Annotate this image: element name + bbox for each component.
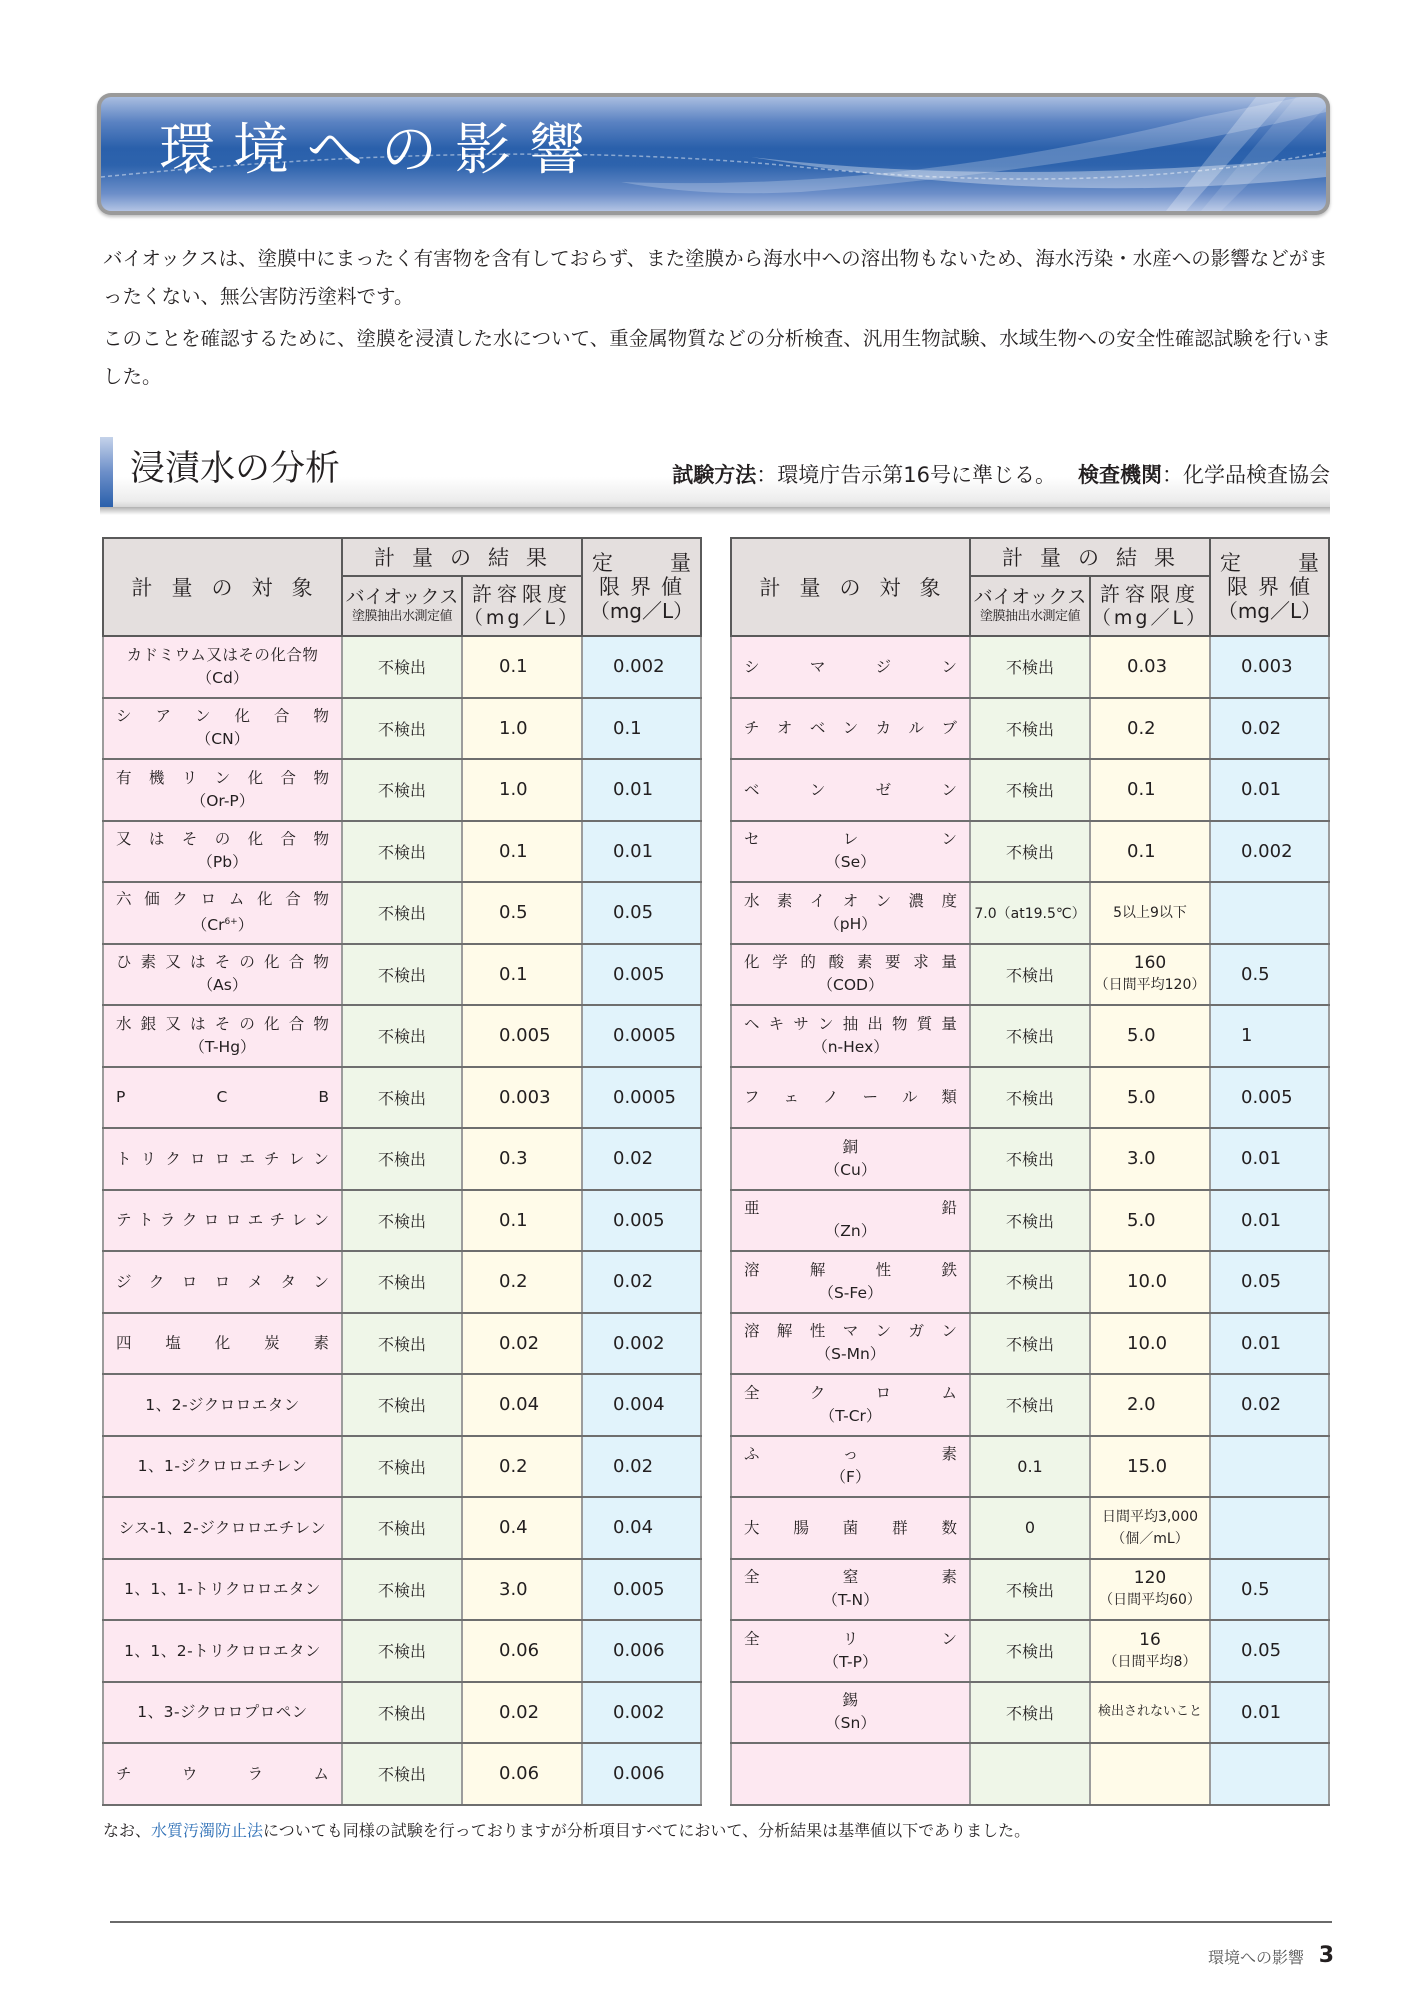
target-formula: （S-Fe） — [818, 1283, 883, 1302]
cell-allowable-limit: 1.0 — [462, 759, 582, 821]
footnote: なお、水質汚濁防止法についても同様の試験を行っておりますが分析項目すべてにおいて、分析結果は基準値以下でありました。 — [103, 1821, 1031, 1840]
cell-quantitation-limit: 0.04 — [582, 1497, 701, 1559]
cell-bioxx-value: 不検出 — [970, 1067, 1090, 1129]
cell-bioxx-value: 不検出 — [970, 944, 1090, 1006]
water-pollution-law-link[interactable]: 水質汚濁防止法 — [151, 1821, 264, 1840]
column-header-allowable: 許容限度 （mg／L） — [462, 576, 582, 636]
cell-target — [103, 1313, 342, 1375]
cell-quantitation-limit: 0.05 — [582, 882, 701, 944]
table-row — [731, 944, 1329, 1006]
section-underline — [100, 507, 1330, 515]
cell-quantitation-limit — [1210, 1743, 1329, 1805]
footer-section-label: 環境への影響 — [1207, 1948, 1304, 1967]
cell-bioxx-value: 不検出 — [970, 698, 1090, 760]
target-name: シ マ ジ ン — [744, 657, 957, 676]
cell-target — [731, 1620, 970, 1682]
cell-bioxx-value: 不検出 — [342, 1559, 462, 1621]
cell-allowable-limit: 0.2 — [1090, 698, 1210, 760]
table-row — [731, 1743, 1329, 1805]
cell-target — [103, 1620, 342, 1682]
target-name: 水 銀 又 は そ の 化 合 物 — [116, 1014, 329, 1033]
table-row — [103, 1251, 701, 1313]
target-name: 亜 鉛 — [744, 1199, 957, 1218]
cell-quantitation-limit: 0.002 — [582, 1682, 701, 1744]
cell-target — [731, 1251, 970, 1313]
page-banner — [97, 93, 1330, 215]
cell-bioxx-value: 不検出 — [970, 1559, 1090, 1621]
target-name: 錫 — [842, 1691, 859, 1710]
cell-bioxx-value: 不検出 — [970, 821, 1090, 883]
target-name: テ ト ラ ク ロ ロ エ チ レ ン — [116, 1211, 329, 1230]
section-meta — [672, 455, 1330, 495]
section-title: 浸漬水の分析 — [130, 449, 341, 489]
target-formula: （As） — [197, 976, 248, 995]
cell-allowable-limit: 160 （日間平均120） — [1090, 944, 1210, 1006]
cell-bioxx-value: 不検出 — [342, 1682, 462, 1744]
target-name: 1、2-ジクロロエタン — [145, 1395, 300, 1414]
cell-allowable-limit: 10.0 — [1090, 1251, 1210, 1313]
cell-allowable-limit: 5.0 — [1090, 1190, 1210, 1252]
target-formula: （Pb） — [197, 853, 248, 872]
cell-bioxx-value — [970, 1743, 1090, 1805]
cell-quantitation-limit — [1210, 1497, 1329, 1559]
cell-quantitation-limit: 0.003 — [1210, 636, 1329, 698]
cell-target — [103, 821, 342, 883]
cell-target — [103, 636, 342, 698]
cell-allowable-limit: 日間平均3,000 （個／mL） — [1090, 1497, 1210, 1559]
cell-quantitation-limit: 0.5 — [1210, 944, 1329, 1006]
cell-target — [731, 636, 970, 698]
table-row — [103, 698, 701, 760]
target-name: 全 ク ロ ム — [744, 1383, 957, 1402]
agency-label: 検査機関 — [1078, 463, 1162, 487]
target-name: 溶 解 性 マ ン ガ ン — [744, 1322, 957, 1341]
target-name: 1、1、2-トリクロロエタン — [124, 1641, 321, 1660]
cell-allowable-limit: 0.1 — [462, 944, 582, 1006]
banner-background — [101, 97, 1326, 211]
target-formula: （n-Hex） — [812, 1037, 889, 1056]
target-formula: （COD） — [817, 976, 884, 995]
cell-target — [103, 1190, 342, 1252]
target-name: シス-1、2-ジクロロエチレン — [118, 1518, 327, 1537]
table-row — [731, 636, 1329, 698]
cell-allowable-limit: 0.03 — [1090, 636, 1210, 698]
cell-bioxx-value: 不検出 — [970, 1128, 1090, 1190]
cell-allowable-limit: 0.2 — [462, 1436, 582, 1498]
target-name: 溶 解 性 鉄 — [744, 1260, 957, 1279]
cell-bioxx-value: 不検出 — [342, 821, 462, 883]
cell-bioxx-value: 不検出 — [342, 944, 462, 1006]
target-name: ひ 素 又 は そ の 化 合 物 — [116, 953, 329, 972]
cell-quantitation-limit: 0.005 — [582, 1190, 701, 1252]
cell-quantitation-limit: 0.006 — [582, 1620, 701, 1682]
table-row — [731, 1559, 1329, 1621]
cell-quantitation-limit: 0.006 — [582, 1743, 701, 1805]
target-name: 有 機 リ ン 化 合 物 — [116, 768, 329, 787]
cell-quantitation-limit: 0.01 — [1210, 1682, 1329, 1744]
target-formula: $(Cr^{6+})$ — [191, 916, 254, 935]
cell-bioxx-value: 不検出 — [970, 759, 1090, 821]
table-row — [103, 636, 701, 698]
column-header-bioxx: バイオックス 塗膜抽出水測定値 — [342, 576, 462, 636]
cell-target — [103, 1743, 342, 1805]
cell-allowable-limit: 16 （日間平均8） — [1090, 1620, 1210, 1682]
cell-quantitation-limit: 0.02 — [582, 1251, 701, 1313]
target-name: 大 腸 菌 群 数 — [744, 1518, 957, 1537]
cell-bioxx-value: 不検出 — [970, 1313, 1090, 1375]
table-row — [731, 759, 1329, 821]
test-method-label: 試験方法 — [672, 463, 757, 487]
cell-allowable-limit: 0.1 — [1090, 821, 1210, 883]
cell-quantitation-limit: 0.002 — [1210, 821, 1329, 883]
table-row — [731, 1497, 1329, 1559]
intro-text — [103, 240, 1333, 395]
target-formula: （S-Mn） — [815, 1345, 886, 1364]
table-row — [731, 821, 1329, 883]
cell-bioxx-value: 不検出 — [342, 1128, 462, 1190]
target-name: 四 塩 化 炭 素 — [116, 1334, 329, 1353]
cell-allowable-limit: 5.0 — [1090, 1067, 1210, 1129]
table-row — [103, 882, 701, 944]
table-row — [731, 882, 1329, 944]
table-row — [731, 1374, 1329, 1436]
cell-allowable-limit: 5以上9以下 — [1090, 882, 1210, 944]
cell-bioxx-value: 不検出 — [970, 1251, 1090, 1313]
cell-quantitation-limit: 0.02 — [1210, 698, 1329, 760]
cell-quantitation-limit: 0.05 — [1210, 1620, 1329, 1682]
target-name: チ オ ベ ン カ ル ブ — [744, 719, 957, 738]
table-row — [103, 1005, 701, 1067]
cell-target — [103, 1436, 342, 1498]
column-header-target: 計量の対象 — [103, 538, 342, 636]
cell-allowable-limit: 0.06 — [462, 1743, 582, 1805]
table-row — [731, 1682, 1329, 1744]
cell-quantitation-limit: 0.0005 — [582, 1067, 701, 1129]
cell-bioxx-value: 不検出 — [342, 1067, 462, 1129]
cell-target — [731, 698, 970, 760]
cell-target — [103, 1251, 342, 1313]
cell-bioxx-value: 不検出 — [342, 698, 462, 760]
column-header-result-group: 計量の結果 — [970, 538, 1210, 576]
cell-quantitation-limit: 0.01 — [1210, 759, 1329, 821]
column-header-bioxx: バイオックス 塗膜抽出水測定値 — [970, 576, 1090, 636]
table-row — [103, 1190, 701, 1252]
cell-bioxx-value: 不検出 — [970, 1005, 1090, 1067]
cell-bioxx-value: 不検出 — [342, 1497, 462, 1559]
section-heading — [100, 437, 1330, 514]
cell-target — [731, 1436, 970, 1498]
cell-bioxx-value: 不検出 — [342, 882, 462, 944]
cell-target — [731, 1313, 970, 1375]
cell-quantitation-limit: 0.01 — [582, 759, 701, 821]
cell-allowable-limit: 0.3 — [462, 1128, 582, 1190]
cell-target — [103, 1374, 342, 1436]
table-row — [103, 1682, 701, 1744]
target-formula: （T-P） — [823, 1652, 878, 1671]
cell-allowable-limit: 120 （日間平均60） — [1090, 1559, 1210, 1621]
cell-quantitation-limit: 0.005 — [582, 1559, 701, 1621]
cell-quantitation-limit: 0.002 — [582, 636, 701, 698]
cell-quantitation-limit — [1210, 882, 1329, 944]
cell-allowable-limit: 0.02 — [462, 1313, 582, 1375]
column-header-limit: 定 量 限界値 （mg／L） — [1210, 538, 1329, 636]
cell-target — [103, 698, 342, 760]
cell-allowable-limit: 1.0 — [462, 698, 582, 760]
table-row — [731, 1251, 1329, 1313]
table-row — [103, 1128, 701, 1190]
cell-quantitation-limit: 0.0005 — [582, 1005, 701, 1067]
target-name: 六 価 ク ロ ム 化 合 物 — [116, 890, 329, 909]
target-formula: （Sn） — [825, 1714, 876, 1733]
footer-divider — [110, 1921, 1332, 1923]
cell-target — [103, 944, 342, 1006]
cell-quantitation-limit: 0.02 — [1210, 1374, 1329, 1436]
cell-target — [103, 1067, 342, 1129]
test-method-value: ：環境庁告示第16号に準じる。 — [756, 463, 1056, 487]
target-formula: （F） — [830, 1468, 871, 1487]
table-row — [103, 944, 701, 1006]
target-name: ふ っ 素 — [744, 1445, 957, 1464]
target-formula: （Or-P） — [190, 791, 255, 810]
target-formula: （pH） — [824, 914, 877, 933]
cell-allowable-limit: 3.0 — [462, 1559, 582, 1621]
table-row — [103, 821, 701, 883]
target-formula: （Cu） — [824, 1160, 877, 1179]
target-name: 1、1-ジクロロエチレン — [137, 1457, 308, 1476]
cell-quantitation-limit: 0.005 — [1210, 1067, 1329, 1129]
cell-bioxx-value: 不検出 — [342, 1190, 462, 1252]
cell-allowable-limit: 5.0 — [1090, 1005, 1210, 1067]
table-row — [103, 1620, 701, 1682]
cell-target — [103, 1682, 342, 1744]
table-row — [731, 1005, 1329, 1067]
target-name: ベ ン ゼ ン — [744, 780, 957, 799]
target-formula: （CN） — [195, 730, 250, 749]
cell-allowable-limit: 15.0 — [1090, 1436, 1210, 1498]
cell-allowable-limit: 0.5 — [462, 882, 582, 944]
cell-quantitation-limit: 0.002 — [582, 1313, 701, 1375]
cell-quantitation-limit: 0.05 — [1210, 1251, 1329, 1313]
cell-bioxx-value: 不検出 — [970, 636, 1090, 698]
cell-quantitation-limit: 0.01 — [582, 821, 701, 883]
cell-target — [731, 1743, 970, 1805]
cell-bioxx-value: 不検出 — [342, 1005, 462, 1067]
table-row — [103, 1436, 701, 1498]
table-row — [103, 1313, 701, 1375]
cell-target — [103, 1005, 342, 1067]
cell-bioxx-value: 不検出 — [970, 1374, 1090, 1436]
cell-allowable-limit: 10.0 — [1090, 1313, 1210, 1375]
cell-target — [103, 759, 342, 821]
table-row — [103, 1374, 701, 1436]
target-formula: （T-Hg） — [189, 1037, 256, 1056]
cell-bioxx-value: 不検出 — [342, 759, 462, 821]
cell-bioxx-value: 不検出 — [342, 636, 462, 698]
page-number: 3 — [1318, 1943, 1334, 1968]
cell-target — [103, 1497, 342, 1559]
table-row — [731, 1190, 1329, 1252]
cell-bioxx-value: 不検出 — [970, 1682, 1090, 1744]
target-formula: （Se） — [825, 853, 876, 872]
table-row — [103, 1497, 701, 1559]
agency-value: ：化学品検査協会 — [1162, 463, 1330, 487]
table-row — [731, 1313, 1329, 1375]
cell-allowable-limit: 0.003 — [462, 1067, 582, 1129]
cell-bioxx-value: 不検出 — [970, 1620, 1090, 1682]
cell-bioxx-value: 不検出 — [342, 1436, 462, 1498]
intro-paragraph: このことを確認するために、塗膜を浸漬した水について、重金属物質などの分析検査、汎用生物試験、水域生物への安全性確認試験を行いました。 — [103, 327, 1331, 388]
table-row — [731, 698, 1329, 760]
cell-target — [731, 1128, 970, 1190]
cell-quantitation-limit: 0.5 — [1210, 1559, 1329, 1621]
table-row — [103, 1067, 701, 1129]
cell-allowable-limit: 0.04 — [462, 1374, 582, 1436]
cell-allowable-limit: 0.1 — [1090, 759, 1210, 821]
target-name: カドミウム又はその化合物 — [126, 645, 319, 664]
page-title: 環境への影響 — [159, 118, 603, 183]
target-name: ヘ キ サ ン 抽 出 物 質 量 — [744, 1014, 957, 1033]
target-name: ジ ク ロ ロ メ タ ン — [116, 1272, 329, 1291]
cell-bioxx-value: 不検出 — [342, 1743, 462, 1805]
cell-allowable-limit — [1090, 1743, 1210, 1805]
target-name: セ レ ン — [744, 830, 957, 849]
cell-bioxx-value: 不検出 — [970, 1190, 1090, 1252]
cell-target — [731, 944, 970, 1006]
column-header-limit: 定 量 限界値 （mg／L） — [582, 538, 701, 636]
cell-allowable-limit: 0.02 — [462, 1682, 582, 1744]
target-name: P C B — [116, 1088, 329, 1107]
cell-bioxx-value: 不検出 — [342, 1374, 462, 1436]
target-formula: （T-N） — [822, 1591, 879, 1610]
cell-quantitation-limit: 0.004 — [582, 1374, 701, 1436]
intro-paragraph: バイオックスは、塗膜中にまったく有害物を含有しておらず、また塗膜から海水中への溶出物もないため、海水汚染・水産への影響などがまったくない、無公害防汚塗料です。 — [103, 247, 1328, 308]
cell-target — [731, 1005, 970, 1067]
cell-quantitation-limit: 0.01 — [1210, 1128, 1329, 1190]
cell-target — [103, 1128, 342, 1190]
cell-quantitation-limit — [1210, 1436, 1329, 1498]
target-name: 全 窒 素 — [744, 1568, 957, 1587]
cell-quantitation-limit: 0.01 — [1210, 1313, 1329, 1375]
target-formula: （T-Cr） — [819, 1406, 882, 1425]
cell-allowable-limit: 0.1 — [462, 821, 582, 883]
cell-bioxx-value: 0.1 — [970, 1436, 1090, 1498]
cell-allowable-limit: 0.06 — [462, 1620, 582, 1682]
target-name: ト リ ク ロ ロ エ チ レ ン — [116, 1149, 329, 1168]
column-header-result-group: 計量の結果 — [342, 538, 582, 576]
cell-quantitation-limit: 0.1 — [582, 698, 701, 760]
cell-bioxx-value: 不検出 — [342, 1251, 462, 1313]
cell-bioxx-value: 不検出 — [342, 1313, 462, 1375]
table-row — [731, 1620, 1329, 1682]
target-formula: （Zn） — [824, 1222, 877, 1241]
cell-quantitation-limit: 1 — [1210, 1005, 1329, 1067]
table-row — [103, 1743, 701, 1805]
target-name: チ ウ ラ ム — [116, 1764, 329, 1783]
cell-target — [731, 759, 970, 821]
target-name: シ ア ン 化 合 物 — [116, 707, 329, 726]
cell-target — [731, 882, 970, 944]
analysis-table-left — [102, 537, 702, 1806]
cell-allowable-limit: 0.005 — [462, 1005, 582, 1067]
target-name: 全 リ ン — [744, 1629, 957, 1648]
cell-allowable-limit: 0.4 — [462, 1497, 582, 1559]
cell-target — [731, 1682, 970, 1744]
cell-target — [731, 821, 970, 883]
cell-bioxx-value: 不検出 — [342, 1620, 462, 1682]
cell-target — [731, 1497, 970, 1559]
cell-allowable-limit: 3.0 — [1090, 1128, 1210, 1190]
cell-target — [103, 882, 342, 944]
cell-quantitation-limit: 0.02 — [582, 1128, 701, 1190]
cell-allowable-limit: 検出されないこと — [1090, 1682, 1210, 1744]
cell-target — [103, 1559, 342, 1621]
target-name: 銅 — [842, 1137, 859, 1156]
cell-quantitation-limit: 0.01 — [1210, 1190, 1329, 1252]
analysis-table-right — [730, 537, 1330, 1806]
table-row — [731, 1128, 1329, 1190]
cell-allowable-limit: 0.1 — [462, 1190, 582, 1252]
target-name: 又 は そ の 化 合 物 — [116, 830, 329, 849]
target-name: 1、1、1-トリクロロエタン — [124, 1580, 321, 1599]
column-header-target: 計量の対象 — [731, 538, 970, 636]
target-formula: （Cd） — [196, 668, 249, 687]
cell-target — [731, 1067, 970, 1129]
cell-target — [731, 1190, 970, 1252]
target-name: 水 素 イ オ ン 濃 度 — [744, 891, 957, 910]
cell-bioxx-value: 7.0（at19.5℃） — [970, 882, 1090, 944]
cell-target — [731, 1559, 970, 1621]
target-name: 1、3-ジクロロプロペン — [137, 1703, 308, 1722]
column-header-allowable: 許容限度 （mg／L） — [1090, 576, 1210, 636]
table-row — [103, 1559, 701, 1621]
target-name: フ ェ ノ ー ル 類 — [744, 1088, 957, 1107]
table-row — [731, 1067, 1329, 1129]
cell-quantitation-limit: 0.02 — [582, 1436, 701, 1498]
section-accent-bar — [100, 437, 113, 507]
cell-allowable-limit: 0.1 — [462, 636, 582, 698]
cell-quantitation-limit: 0.005 — [582, 944, 701, 1006]
table-row — [731, 1436, 1329, 1498]
table-row — [103, 759, 701, 821]
cell-bioxx-value: 0 — [970, 1497, 1090, 1559]
target-name: 化 学 的 酸 素 要 求 量 — [744, 953, 957, 972]
cell-allowable-limit: 2.0 — [1090, 1374, 1210, 1436]
cell-allowable-limit: 0.2 — [462, 1251, 582, 1313]
cell-target — [731, 1374, 970, 1436]
